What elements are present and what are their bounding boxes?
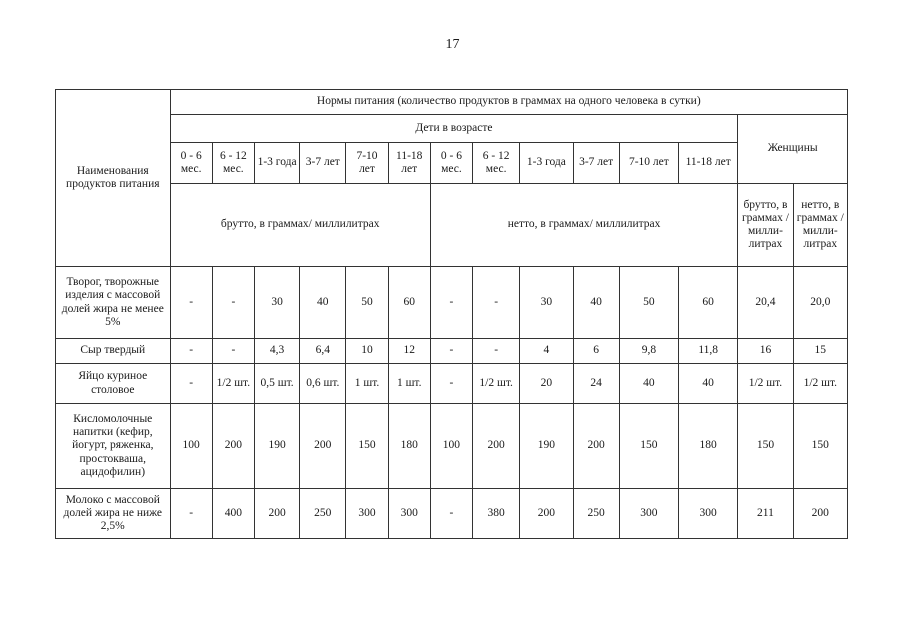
value-cell: 300 <box>346 489 388 539</box>
women-netto-unit-label: нетто, в граммах / милли-литрах <box>793 184 847 267</box>
table-row <box>56 364 848 404</box>
value-cell: 150 <box>738 404 793 489</box>
value-cell: 40 <box>300 267 346 339</box>
value-cell: 30 <box>520 267 573 339</box>
value-cell: 300 <box>619 489 678 539</box>
age-header-cell: 0 - 6 мес. <box>430 143 472 184</box>
nutrition-norms-table <box>55 89 848 539</box>
value-cell: 15 <box>793 339 847 364</box>
value-cell: 4 <box>520 339 573 364</box>
value-cell: 200 <box>573 404 619 489</box>
value-cell: 300 <box>679 489 738 539</box>
product-name-cell: Творог, творожные изделия с массовой долей жира не менее 5% <box>56 267 171 339</box>
value-cell: 200 <box>473 404 520 489</box>
age-header-cell: 3-7 лет <box>300 143 346 184</box>
page-number: 17 <box>445 37 460 52</box>
value-cell: 100 <box>430 404 472 489</box>
table-caption: Нормы питания (количество продуктов в граммах на одного человека в сутки) <box>170 90 847 115</box>
value-cell: 20,0 <box>793 267 847 339</box>
value-cell: 200 <box>212 404 254 489</box>
age-header-cell: 7-10 лет <box>619 143 678 184</box>
value-cell: - <box>473 267 520 339</box>
age-header-cell: 6 - 12 мес. <box>473 143 520 184</box>
product-name-cell: Яйцо куриное столовое <box>56 364 171 404</box>
value-cell: - <box>170 267 212 339</box>
value-cell: 16 <box>738 339 793 364</box>
age-header-cell: 11-18 лет <box>388 143 430 184</box>
age-header-cell: 3-7 лет <box>573 143 619 184</box>
value-cell: 211 <box>738 489 793 539</box>
value-cell: 250 <box>573 489 619 539</box>
value-cell: 20,4 <box>738 267 793 339</box>
children-age-header: Дети в возрасте <box>170 115 738 143</box>
value-cell: 200 <box>300 404 346 489</box>
value-cell: - <box>212 267 254 339</box>
value-cell: 0,5 шт. <box>254 364 299 404</box>
value-cell: 200 <box>254 489 299 539</box>
value-cell: 40 <box>679 364 738 404</box>
value-cell: 11,8 <box>679 339 738 364</box>
value-cell: 1/2 шт. <box>212 364 254 404</box>
age-header-cell: 6 - 12 мес. <box>212 143 254 184</box>
value-cell: 300 <box>388 489 430 539</box>
value-cell: 380 <box>473 489 520 539</box>
value-cell: 12 <box>388 339 430 364</box>
value-cell: 150 <box>346 404 388 489</box>
value-cell: 40 <box>573 267 619 339</box>
value-cell: - <box>212 339 254 364</box>
value-cell: 190 <box>254 404 299 489</box>
value-cell: 200 <box>520 489 573 539</box>
value-cell: 50 <box>619 267 678 339</box>
product-name-header: Наименования продуктов питания <box>56 90 171 267</box>
brutto-unit-label: брутто, в граммах/ миллилитрах <box>170 184 430 267</box>
value-cell: 1 шт. <box>388 364 430 404</box>
women-header: Женщины <box>738 115 848 184</box>
value-cell: 24 <box>573 364 619 404</box>
product-name-cell: Молоко с массовой долей жира не ниже 2,5% <box>56 489 171 539</box>
value-cell: 180 <box>388 404 430 489</box>
table-row <box>56 489 848 539</box>
value-cell: 1/2 шт. <box>793 364 847 404</box>
value-cell: - <box>430 339 472 364</box>
age-header-cell: 1-3 года <box>254 143 299 184</box>
value-cell: - <box>170 339 212 364</box>
value-cell: - <box>170 364 212 404</box>
value-cell: - <box>430 489 472 539</box>
value-cell: - <box>430 267 472 339</box>
value-cell: 4,3 <box>254 339 299 364</box>
age-header-cell: 1-3 года <box>520 143 573 184</box>
value-cell: 40 <box>619 364 678 404</box>
table-row <box>56 267 848 339</box>
value-cell: 10 <box>346 339 388 364</box>
value-cell: 180 <box>679 404 738 489</box>
value-cell: 30 <box>254 267 299 339</box>
value-cell: 60 <box>679 267 738 339</box>
value-cell: 1 шт. <box>346 364 388 404</box>
table-row <box>56 404 848 489</box>
table-row <box>56 339 848 364</box>
value-cell: - <box>430 364 472 404</box>
women-brutto-unit-label: брутто, в граммах / милли-литрах <box>738 184 793 267</box>
value-cell: - <box>170 489 212 539</box>
value-cell: 6,4 <box>300 339 346 364</box>
netto-unit-label: нетто, в граммах/ миллилитрах <box>430 184 738 267</box>
value-cell: 1/2 шт. <box>473 364 520 404</box>
product-name-cell: Сыр твердый <box>56 339 171 364</box>
age-header-cell: 11-18 лет <box>679 143 738 184</box>
value-cell: 150 <box>793 404 847 489</box>
value-cell: 250 <box>300 489 346 539</box>
value-cell: 1/2 шт. <box>738 364 793 404</box>
value-cell: 50 <box>346 267 388 339</box>
value-cell: 150 <box>619 404 678 489</box>
age-header-cell: 7-10 лет <box>346 143 388 184</box>
value-cell: - <box>473 339 520 364</box>
value-cell: 6 <box>573 339 619 364</box>
age-header-cell: 0 - 6 мес. <box>170 143 212 184</box>
value-cell: 9,8 <box>619 339 678 364</box>
value-cell: 190 <box>520 404 573 489</box>
value-cell: 0,6 шт. <box>300 364 346 404</box>
value-cell: 100 <box>170 404 212 489</box>
value-cell: 400 <box>212 489 254 539</box>
value-cell: 60 <box>388 267 430 339</box>
value-cell: 200 <box>793 489 847 539</box>
product-name-cell: Кисломолочные напитки (кефир, йогурт, ряженка, простокваша, ацидофилин) <box>56 404 171 489</box>
value-cell: 20 <box>520 364 573 404</box>
